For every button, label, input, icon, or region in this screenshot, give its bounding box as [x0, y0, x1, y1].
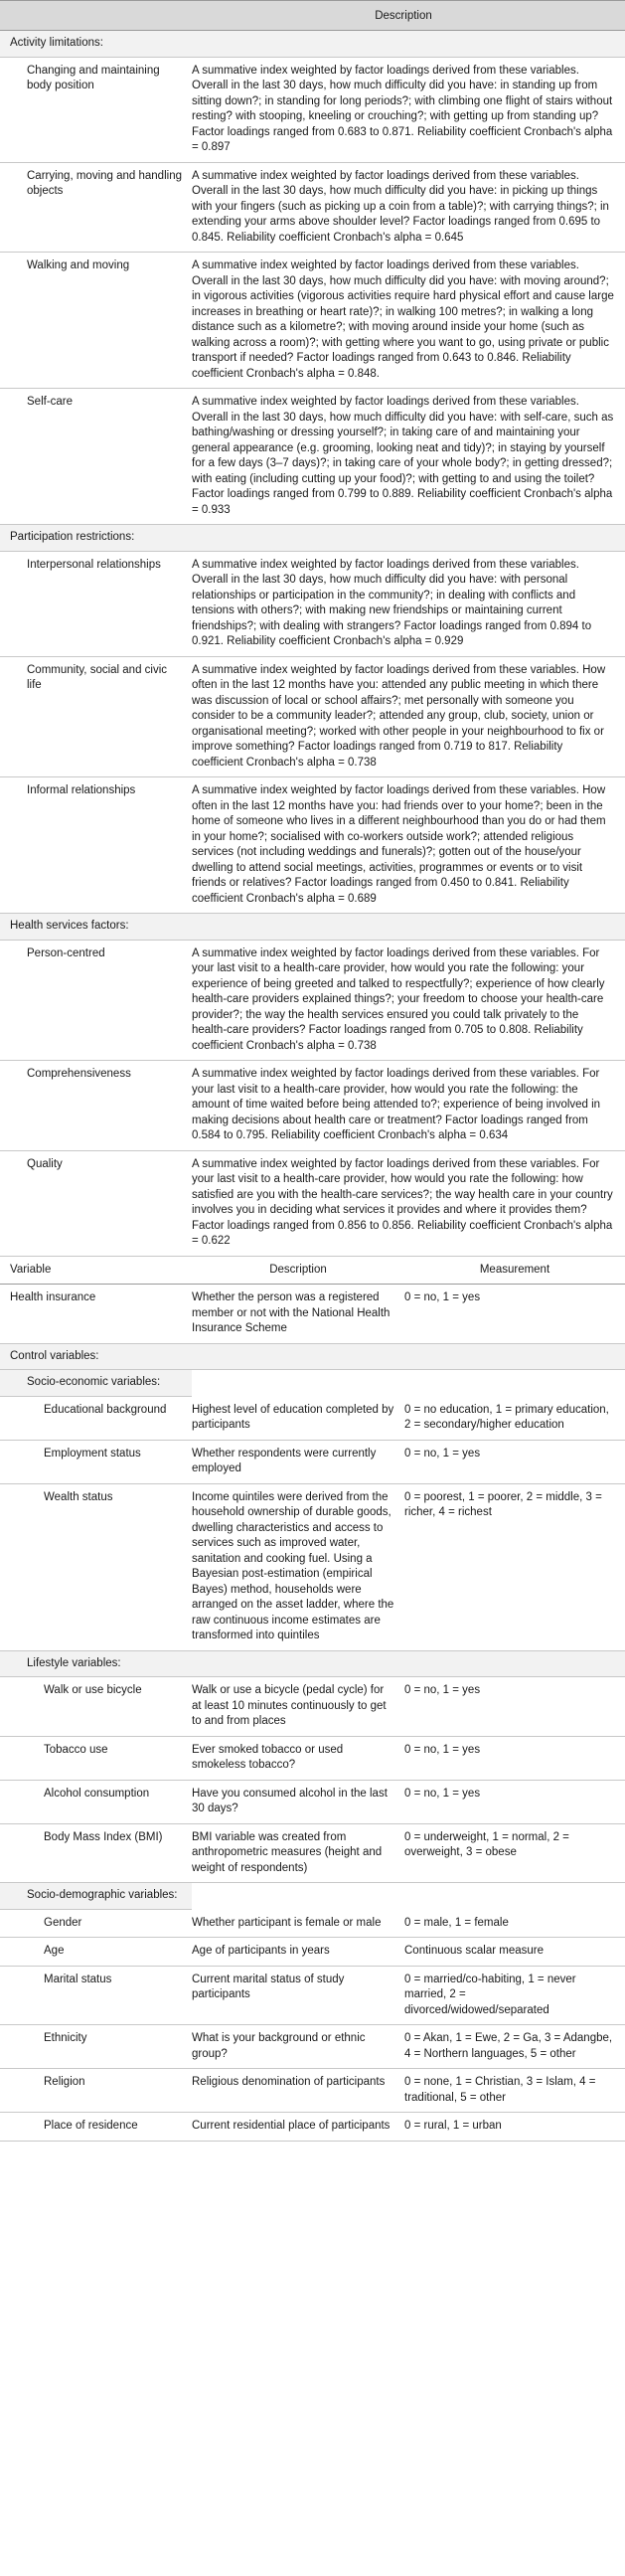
row-label: Tobacco use — [44, 1743, 108, 1756]
row-description: A summative index weighted by factor loadings derived from these variables. How often in the last 12 months have you: had friends over to your home?; been in the home of someone who lives in a different neighbourhood than you do or had them in your home?; socialised with co-workers outside work?; attended religious services (not including weddings and funerals)?; gotten out of the house/your dwelling to attend social meetings, activities, programmes or events or to visit friends or relatives? Factor loadings ranged from 0.450 to 0.841. Reliability coefficient Cronbach's alpha = 0.689 — [192, 784, 606, 905]
table-row — [0, 1441, 625, 1484]
table-row — [0, 253, 625, 389]
row-measurement: 0 = none, 1 = Christian, 3 = Islam, 4 = traditional, 5 = other — [404, 2076, 596, 2104]
row-description: Whether the person was a registered member or not with the National Health Insurance Scheme — [192, 1291, 391, 1334]
table-header — [0, 0, 625, 31]
row-measurement: Continuous scalar measure — [404, 1945, 544, 1957]
row-description: Current marital status of study participants — [192, 1973, 345, 2000]
row-label: Ethnicity — [44, 2032, 87, 2044]
subsection-title-lifestyle: Lifestyle variables: — [0, 1651, 625, 1678]
row-measurement: 0 = poorest, 1 = poorer, 2 = middle, 3 = richer, 4 = richest — [404, 1490, 602, 1518]
row-label: Informal relationships — [27, 784, 136, 796]
row-label: Place of residence — [44, 2120, 138, 2132]
row-label: Health insurance — [10, 1291, 96, 1303]
table-row — [0, 657, 625, 778]
row-label: Alcohol consumption — [44, 1787, 150, 1800]
table-header-variables — [0, 1257, 625, 1286]
row-label: Carrying, moving and handling objects — [27, 169, 182, 197]
row-description: A summative index weighted by factor loadings derived from these variables. Overall in the last 30 days, how much difficulty did you have: in standing up from sitting down?; in standing for long periods?; with climbing one flight of stairs without resting? with stooping, kneeling or crouching?; with getting up from standing up? Factor loadings ranged from 0.683 to 0.871. Reliability coefficient Cronbach's alpha = 0.897 — [192, 64, 613, 153]
row-description: Ever smoked tobacco or used smokeless tobacco? — [192, 1743, 344, 1771]
row-description: Whether respondents were currently employed — [192, 1447, 377, 1474]
table-row — [0, 1737, 625, 1781]
row-measurement: 0 = male, 1 = female — [404, 1916, 509, 1929]
row-description: BMI variable was created from anthropometric measures (height and weight of respondents) — [192, 1830, 383, 1874]
table-row — [0, 1484, 625, 1651]
table-row — [0, 941, 625, 1062]
row-label: Body Mass Index (BMI) — [44, 1830, 163, 1843]
row-measurement: 0 = no education, 1 = primary education, 2 = secondary/higher education — [404, 1403, 609, 1431]
table-row — [0, 1285, 625, 1344]
table-row — [0, 163, 625, 254]
row-description: Age of participants in years — [192, 1945, 330, 1957]
table-row — [0, 1938, 625, 1967]
row-description: Current residential place of participants — [192, 2120, 391, 2132]
row-measurement: 0 = Akan, 1 = Ewe, 2 = Ga, 3 = Adangbe, 4 = Northern languages, 5 = other — [404, 2032, 613, 2060]
row-description: A summative index weighted by factor loadings derived from these variables. For your last visit to a health-care provider, how would you rate the following: the amount of time waited before being attended to?; experience of being involved in making decisions about health care or treatment? Factor loadings ranged from 0.584 to 0.795. Reliability coefficient Cronbach's alpha = 0.634 — [192, 1068, 601, 1141]
section-title-participation: Participation restrictions: — [0, 525, 625, 552]
table-row — [0, 2113, 625, 2142]
section-title-activity: Activity limitations: — [0, 31, 625, 58]
row-measurement: 0 = no, 1 = yes — [404, 1291, 481, 1303]
table-row — [0, 1061, 625, 1151]
row-measurement: 0 = underweight, 1 = normal, 2 = overweight, 3 = obese — [404, 1830, 569, 1858]
row-measurement: 0 = no, 1 = yes — [404, 1787, 481, 1800]
row-description: A summative index weighted by factor loadings derived from these variables. Overall in the last 30 days, how much difficulty did you have: with personal relationships or participation in the community?; in dealing with conflicts and tensions with others?; with making new friendships or maintaining current friendships?; with dealing with strangers? Factor loadings ranged from 0.894 to 0.921. Reliability coefficient Cronbach's alpha = 0.929 — [192, 558, 592, 647]
row-measurement: 0 = no, 1 = yes — [404, 1447, 481, 1460]
row-label: Walk or use bicycle — [44, 1684, 142, 1696]
header-variable: Variable — [10, 1263, 52, 1276]
table-row — [0, 2025, 625, 2069]
row-label: Religion — [44, 2076, 85, 2088]
row-measurement: 0 = married/co-habiting, 1 = never married, 2 = divorced/widowed/separated — [404, 1973, 576, 2016]
table-row — [0, 552, 625, 657]
row-label: Interpersonal relationships — [27, 558, 161, 571]
row-description: A summative index weighted by factor loadings derived from these variables. Overall in the last 30 days, how much difficulty did you have: with self-care, such as bathing/washing or dressing yourself?; in taking care of and maintaining your general appearance (e.g. grooming, looking neat and tidy)?; in staying by yourself for a few days (3–7 days)?; in taking care of your whole body?; in getting dressed?; with eating (including cutting up your food)?; with getting to and using the toilet? Factor loadings ranged from 0.799 to 0.889. Reliability coefficient Cronbach's alpha = 0.933 — [192, 396, 614, 516]
row-label: Changing and maintaining body position — [27, 64, 160, 91]
row-label: Employment status — [44, 1447, 141, 1460]
row-measurement: 0 = no, 1 = yes — [404, 1743, 481, 1756]
row-label: Person-centred — [27, 946, 105, 959]
table-row — [0, 1677, 625, 1737]
header-measurement: Measurement — [479, 1263, 550, 1276]
header-description: Description — [269, 1263, 327, 1276]
row-label: Gender — [44, 1916, 82, 1929]
row-description: Religious denomination of participants — [192, 2076, 386, 2088]
subsection-title-socio-demographic: Socio-demographic variables: — [0, 1883, 192, 1910]
table-row — [0, 2069, 625, 2113]
table-row — [0, 389, 625, 525]
row-label: Age — [44, 1945, 65, 1957]
row-label: Self-care — [27, 396, 74, 408]
section-title-health-services: Health services factors: — [0, 914, 625, 941]
table-row — [0, 1967, 625, 2026]
row-description: A summative index weighted by factor loadings derived from these variables. For your last visit to a health-care provider, how would you rate the following: your experience of being greeted and talked to respectfully?; experience of how clearly health-care providers explained things?; your freedom to choose your health-care provider?; the way the health services ensured you could talk privately to the health-care providers? Factor loadings ranged from 0.705 to 0.808. Reliability coefficient Cronbach's alpha = 0.738 — [192, 946, 605, 1052]
row-description: Walk or use a bicycle (pedal cycle) for at least 10 minutes continuously to get to and from places — [192, 1684, 387, 1727]
table-row — [0, 777, 625, 914]
section-title-control: Control variables: — [0, 1344, 625, 1371]
row-label: Comprehensiveness — [27, 1068, 131, 1080]
row-description: A summative index weighted by factor loadings derived from these variables. Overall in the last 30 days, how much difficulty did you have: in picking up things with your fingers (such as picking up a coin from a table)?; with carrying things?; in extending your arms above shoulder level? Factor loadings ranged from 0.695 to 0.845. Reliability coefficient Cronbach's alpha = 0.645 — [192, 169, 609, 244]
table-row — [0, 1781, 625, 1824]
table-row — [0, 1824, 625, 1884]
row-description: Highest level of education completed by participants — [192, 1403, 394, 1431]
row-description: Whether participant is female or male — [192, 1916, 382, 1929]
row-description: What is your background or ethnic group? — [192, 2032, 366, 2060]
row-measurement: 0 = rural, 1 = urban — [404, 2120, 502, 2132]
row-label: Wealth status — [44, 1490, 113, 1503]
table-row — [0, 1910, 625, 1939]
row-label: Quality — [27, 1157, 63, 1170]
header-description: Description — [375, 10, 432, 22]
row-description: A summative index weighted by factor loadings derived from these variables. How often in the last 12 months have you: attended any public meeting in which there was discussion of local or school affairs?; met personally with someone you consider to be a community leader?; attended any group, club, society, union or organisational meeting?; worked with other people in your neighbourhood to fix or improve something? Factor loadings ranged from 0.719 to 817. Reliability coefficient Cronbach's alpha = 0.738 — [192, 663, 606, 769]
subsection-title-socio-economic: Socio-economic variables: — [0, 1370, 192, 1397]
row-label: Educational background — [44, 1403, 167, 1416]
table-row — [0, 1151, 625, 1257]
row-measurement: 0 = no, 1 = yes — [404, 1684, 481, 1696]
row-description: Have you consumed alcohol in the last 30 days? — [192, 1787, 388, 1814]
row-label: Marital status — [44, 1973, 112, 1985]
row-label: Walking and moving — [27, 259, 130, 271]
table-row — [0, 58, 625, 163]
row-description: A summative index weighted by factor loadings derived from these variables. Overall in the last 30 days, how much difficulty did you have: with moving around?; in vigorous activities (vigorous activities require hard physical effort and cause large increases in breathing or heart rate)?; in walking 100 metres?; in walking a long distance such as a kilometre?; with moving around inside your home (such as walking across a room)?; with getting where you want to go, using private or public transport if needed? Factor loadings ranged from 0.643 to 0.846. Reliability coefficient Cronbach's alpha = 0.848. — [192, 259, 614, 380]
table-row — [0, 1397, 625, 1441]
row-description: Income quintiles were derived from the household ownership of durable goods, dwelling characteristics and access to services such as improved water, sanitation and cooking fuel. Using a Bayesian post-estimation (empirical Bayes) method, households were arranged on the asset ladder, where the raw continuous income estimates are transformed into quintiles — [192, 1490, 394, 1641]
row-label: Community, social and civic life — [27, 663, 168, 691]
row-description: A summative index weighted by factor loadings derived from these variables. For your last visit to a health-care provider, how would you rate the following: how satisfied are you with the health-care services?; the way health care in your country involves you in deciding what services it provides and where it provides them? Factor loadings ranged from 0.856 to 0.856. Reliability coefficient Cronbach's alpha = 0.622 — [192, 1157, 613, 1247]
